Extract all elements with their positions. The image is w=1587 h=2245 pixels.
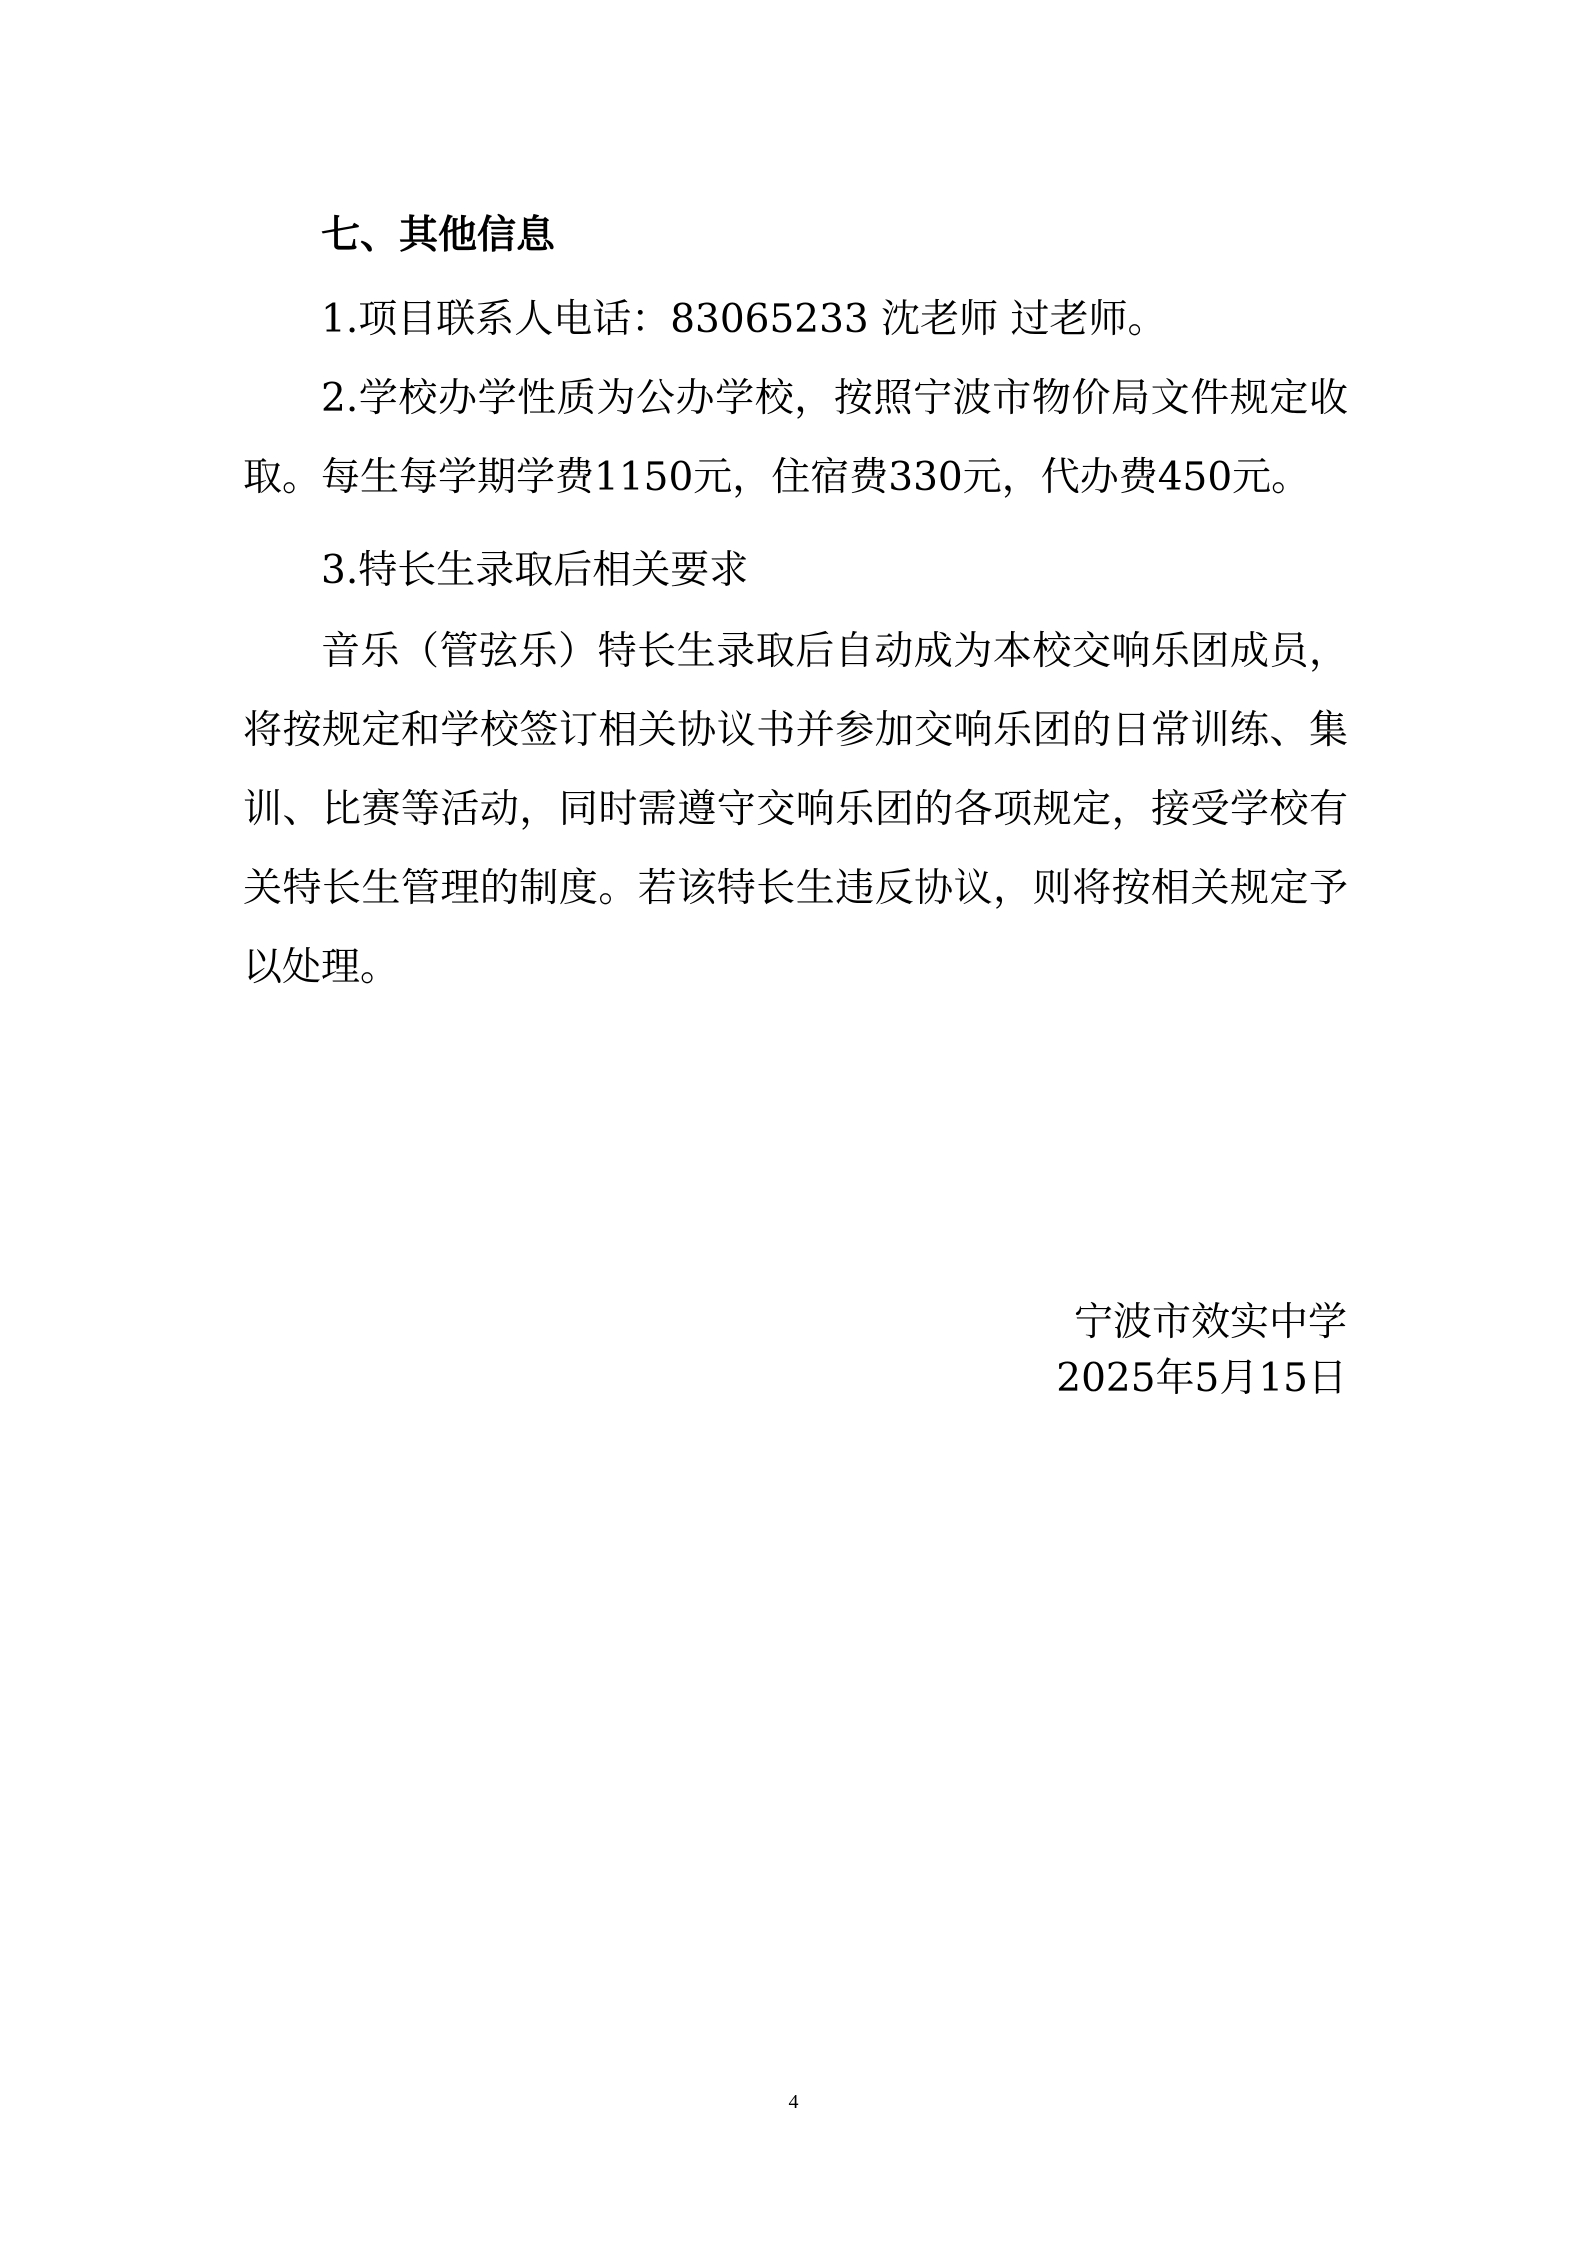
music-requirement-paragraph: 音乐（管弦乐）特长生录取后自动成为本校交响乐团成员，将按规定和学校签订相关协议书并参加交响乐团的日常训练、集训、比赛等活动，同时需遵守交响乐团的各项规定，接受学校有关特长生管理的制度。若该特长生违反协议，则将按相关规定予以处理。 (243, 629, 1348, 990)
contact-item: 1.项目联系人电话：83065233 沈老师 过老师。 (321, 297, 1167, 342)
requirement-heading: 3.特长生录取后相关要求 (321, 548, 749, 593)
section-heading: 七、其他信息 (321, 212, 556, 258)
fee-item: 2.学校办学性质为公办学校，按照宁波市物价局文件规定收取。每生每学期学费1150元，住宿费330元，代办费450元。 (243, 376, 1348, 500)
page-number: 4 (788, 2091, 799, 2113)
signature-organization: 宁波市效实中学 (1073, 1300, 1347, 1345)
signature-date: 2025年5月15日 (1056, 1356, 1347, 1401)
signature-block (1056, 1295, 1347, 1407)
document-body (243, 200, 1348, 1007)
